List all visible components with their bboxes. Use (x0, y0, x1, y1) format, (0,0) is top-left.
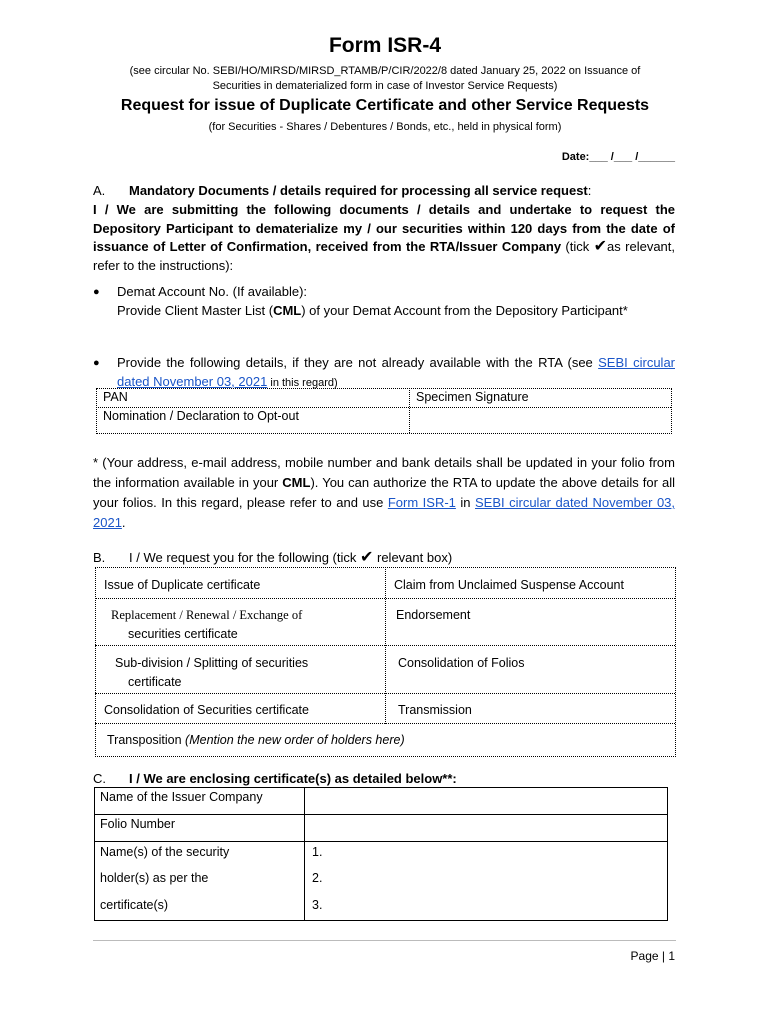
undertaking-bold: I / We are submitting the following documents / details and undertake to request the Depository Participant to dematerialize my / our securities within 120 days from the date of issuance of Letter of Confirmation, received from the RTA/Issuer Company (93, 202, 675, 254)
pan-label: PAN (103, 390, 128, 404)
holder-name-3[interactable]: 3. (312, 898, 323, 912)
option-unclaimed-suspense[interactable]: Claim from Unclaimed Suspense Account (394, 578, 624, 592)
holder-name-2[interactable]: 2. (312, 871, 323, 885)
holder-names-label-2: holder(s) as per the (100, 871, 209, 885)
checkmark-icon: ✔ (593, 238, 608, 255)
section-c-title: I / We are enclosing certificate(s) as detailed below**: (129, 771, 457, 786)
folio-number-input[interactable] (306, 816, 664, 840)
bullet-details (93, 354, 675, 392)
option-transposition[interactable] (107, 733, 405, 747)
section-b-letter: B. (93, 550, 106, 565)
transposition-label: Transposition (107, 733, 186, 747)
table-divider (95, 645, 675, 646)
cml-pre: Provide Client Master List ( (117, 302, 274, 318)
section-b-heading-post: relevant box) (373, 550, 453, 565)
section-a-title: Mandatory Documents / details required for processing all service request (129, 183, 588, 198)
demat-account-label: Demat Account No. (If available): (117, 284, 308, 299)
table-divider (409, 388, 410, 433)
circular-line-2: Securities in dematerialized form in case of Investor Service Requests) (212, 80, 558, 92)
sebi-circular-link[interactable]: SEBI circular dated November 03, 2021 (117, 355, 675, 389)
checkmark-icon: ✔ (359, 549, 374, 566)
bullet-icon: ● (93, 286, 100, 298)
footer-divider (93, 940, 676, 941)
table-divider (94, 841, 667, 842)
bullet-demat-text (117, 283, 675, 320)
option-replacement-line2[interactable]: securities certificate (128, 627, 238, 641)
note-mid: ). You can authorize the RTA to update the above details for all your folios. In this regard, please refer to and use (93, 475, 675, 510)
undertaking-tail-1: (tick (561, 239, 594, 254)
bullet-icon: ● (93, 357, 100, 369)
section-c-letter: C. (93, 771, 106, 786)
form-title: Form ISR-4 (328, 34, 441, 57)
details-pre: Provide the following details, if they are not already available with the RTA (see (117, 355, 599, 370)
circular-reference (100, 64, 670, 94)
form-isr1-link[interactable]: Form ISR-1 (387, 495, 456, 510)
table-divider (96, 407, 671, 408)
section-c-heading (93, 771, 457, 786)
issuer-company-label: Name of the Issuer Company (100, 790, 263, 804)
note-in: in (455, 495, 475, 510)
option-subdivision-line1[interactable]: Sub-division / Splitting of securities (115, 656, 309, 670)
cml-post: ) of your Demat Account from the Depository Participant* (301, 302, 628, 318)
option-replacement-line1[interactable]: Replacement / Renewal / Exchange of (111, 608, 303, 622)
option-consolidation-certificate[interactable]: Consolidation of Securities certificate (104, 703, 309, 717)
date-field[interactable]: Date:___ /___ /______ (561, 151, 675, 163)
address-note (93, 453, 675, 533)
table-divider (95, 598, 675, 599)
section-a-letter: A. (93, 183, 106, 198)
bullet-demat (93, 283, 675, 343)
holder-names-label-3: certificate(s) (100, 898, 169, 912)
option-subdivision-line2[interactable]: certificate (128, 675, 182, 689)
issuer-company-input[interactable] (306, 789, 664, 813)
holder-names-label-1: Name(s) of the security (100, 845, 230, 859)
note-end: . (121, 515, 126, 530)
sebi-circular-link-2[interactable]: SEBI circular dated November 03, 2021 (93, 495, 676, 530)
bullet-details-text (117, 354, 675, 392)
section-a-colon: : (587, 183, 592, 198)
holder-name-1[interactable]: 1. (312, 845, 323, 859)
section-b-heading-pre: I / We request you for the following (tick (129, 550, 360, 565)
section-a-heading (93, 183, 591, 198)
table-divider (95, 693, 675, 694)
subtitle: (for Securities - Shares / Debentures / Bonds, etc., held in physical form) (208, 121, 562, 133)
table-divider (94, 814, 667, 815)
circular-line-1: (see circular No. SEBI/HO/MIRSD/MIRSD_RTAMB/P/CIR/2022/8 dated January 25, 2022 on Issuance of (129, 65, 641, 77)
option-consolidation-folios[interactable]: Consolidation of Folios (398, 656, 525, 670)
details-post: in this regard) (267, 376, 338, 389)
option-duplicate-certificate[interactable]: Issue of Duplicate certificate (104, 578, 261, 592)
cml-bold: CML (273, 302, 302, 318)
folio-number-label: Folio Number (100, 817, 176, 831)
option-transmission[interactable]: Transmission (398, 703, 472, 717)
specimen-signature-label: Specimen Signature (416, 390, 529, 404)
note-pre: * (Your address, e-mail address, mobile number and bank details shall be updated in your folio from the information available in your (93, 455, 675, 490)
undertaking-tail-2: as relevant, refer to the instructions): (93, 239, 675, 273)
option-endorsement[interactable]: Endorsement (396, 608, 471, 622)
note-cml: CML (282, 475, 311, 490)
cml-instruction (117, 302, 675, 321)
undertaking-text (93, 201, 675, 275)
page-number: Page | 1 (630, 949, 675, 963)
transposition-note: (Mention the new order of holders here) (185, 733, 405, 747)
table-divider (304, 787, 305, 920)
table-divider (95, 723, 675, 724)
nomination-label: Nomination / Declaration to Opt-out (103, 409, 299, 423)
main-title: Request for issue of Duplicate Certificate and other Service Requests (120, 97, 650, 114)
section-b-heading (93, 550, 452, 565)
